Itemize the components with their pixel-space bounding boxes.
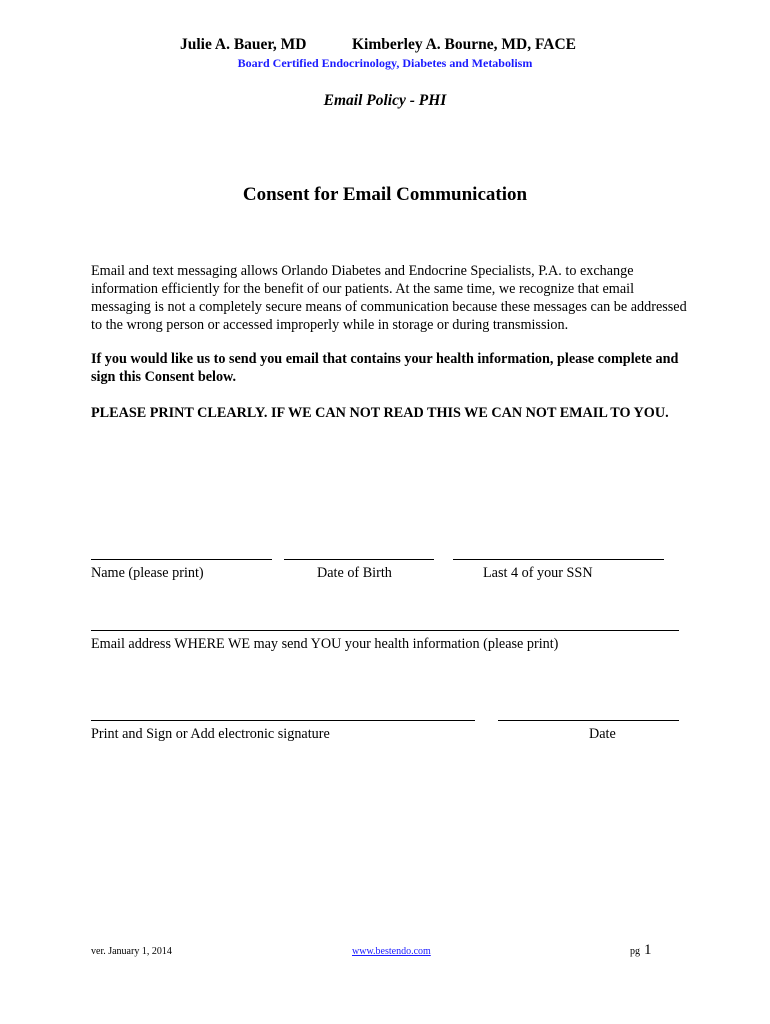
policy-title: Email Policy - PHI (323, 92, 447, 109)
signature-field-label: Print and Sign or Add electronic signature (91, 726, 330, 742)
document-title: Consent for Email Communication (242, 184, 528, 205)
name-field-line[interactable] (91, 559, 272, 560)
footer-version: ver. January 1, 2014 (91, 946, 172, 957)
signature-field-line[interactable] (91, 720, 475, 721)
date-field-line[interactable] (498, 720, 679, 721)
ssn-field-line[interactable] (453, 559, 664, 560)
intro-paragraph: Email and text messaging allows Orlando Diabetes and Endocrine Specialists, P.A. to exchange information efficiently for the benefit of our patients. At the same time, we recognize that email messaging is not a completely secure means of communication because these messages can be addressed to the wrong person or accessed improperly while in storage or during transmission. (91, 263, 687, 333)
page-number: 1 (644, 942, 652, 958)
email-field-line[interactable] (91, 630, 679, 631)
doctor-name-bauer: Julie A. Bauer, MD (180, 36, 307, 53)
doctor-name-bourne: Kimberley A. Bourne, MD, FACE (352, 36, 577, 53)
dob-field-line[interactable] (284, 559, 434, 560)
date-field-label: Date (589, 726, 616, 742)
consent-request-paragraph: If you would like us to send you email that contains your health information, please complete and sign this Consent below. (91, 351, 679, 385)
name-field-label: Name (please print) (91, 565, 204, 581)
dob-field-label: Date of Birth (317, 565, 392, 581)
page-prefix: pg (630, 946, 640, 957)
email-field-label: Email address WHERE WE may send YOU your health information (please print) (91, 636, 559, 652)
footer-website-link[interactable]: www.bestendo.com (352, 946, 431, 957)
board-certification-line: Board Certified Endocrinology, Diabetes and Metabolism (237, 56, 533, 70)
footer-page-number (630, 942, 652, 959)
print-clearly-notice: PLEASE PRINT CLEARLY. IF WE CAN NOT READ THIS WE CAN NOT EMAIL TO YOU. (91, 405, 669, 421)
ssn-field-label: Last 4 of your SSN (483, 565, 593, 581)
